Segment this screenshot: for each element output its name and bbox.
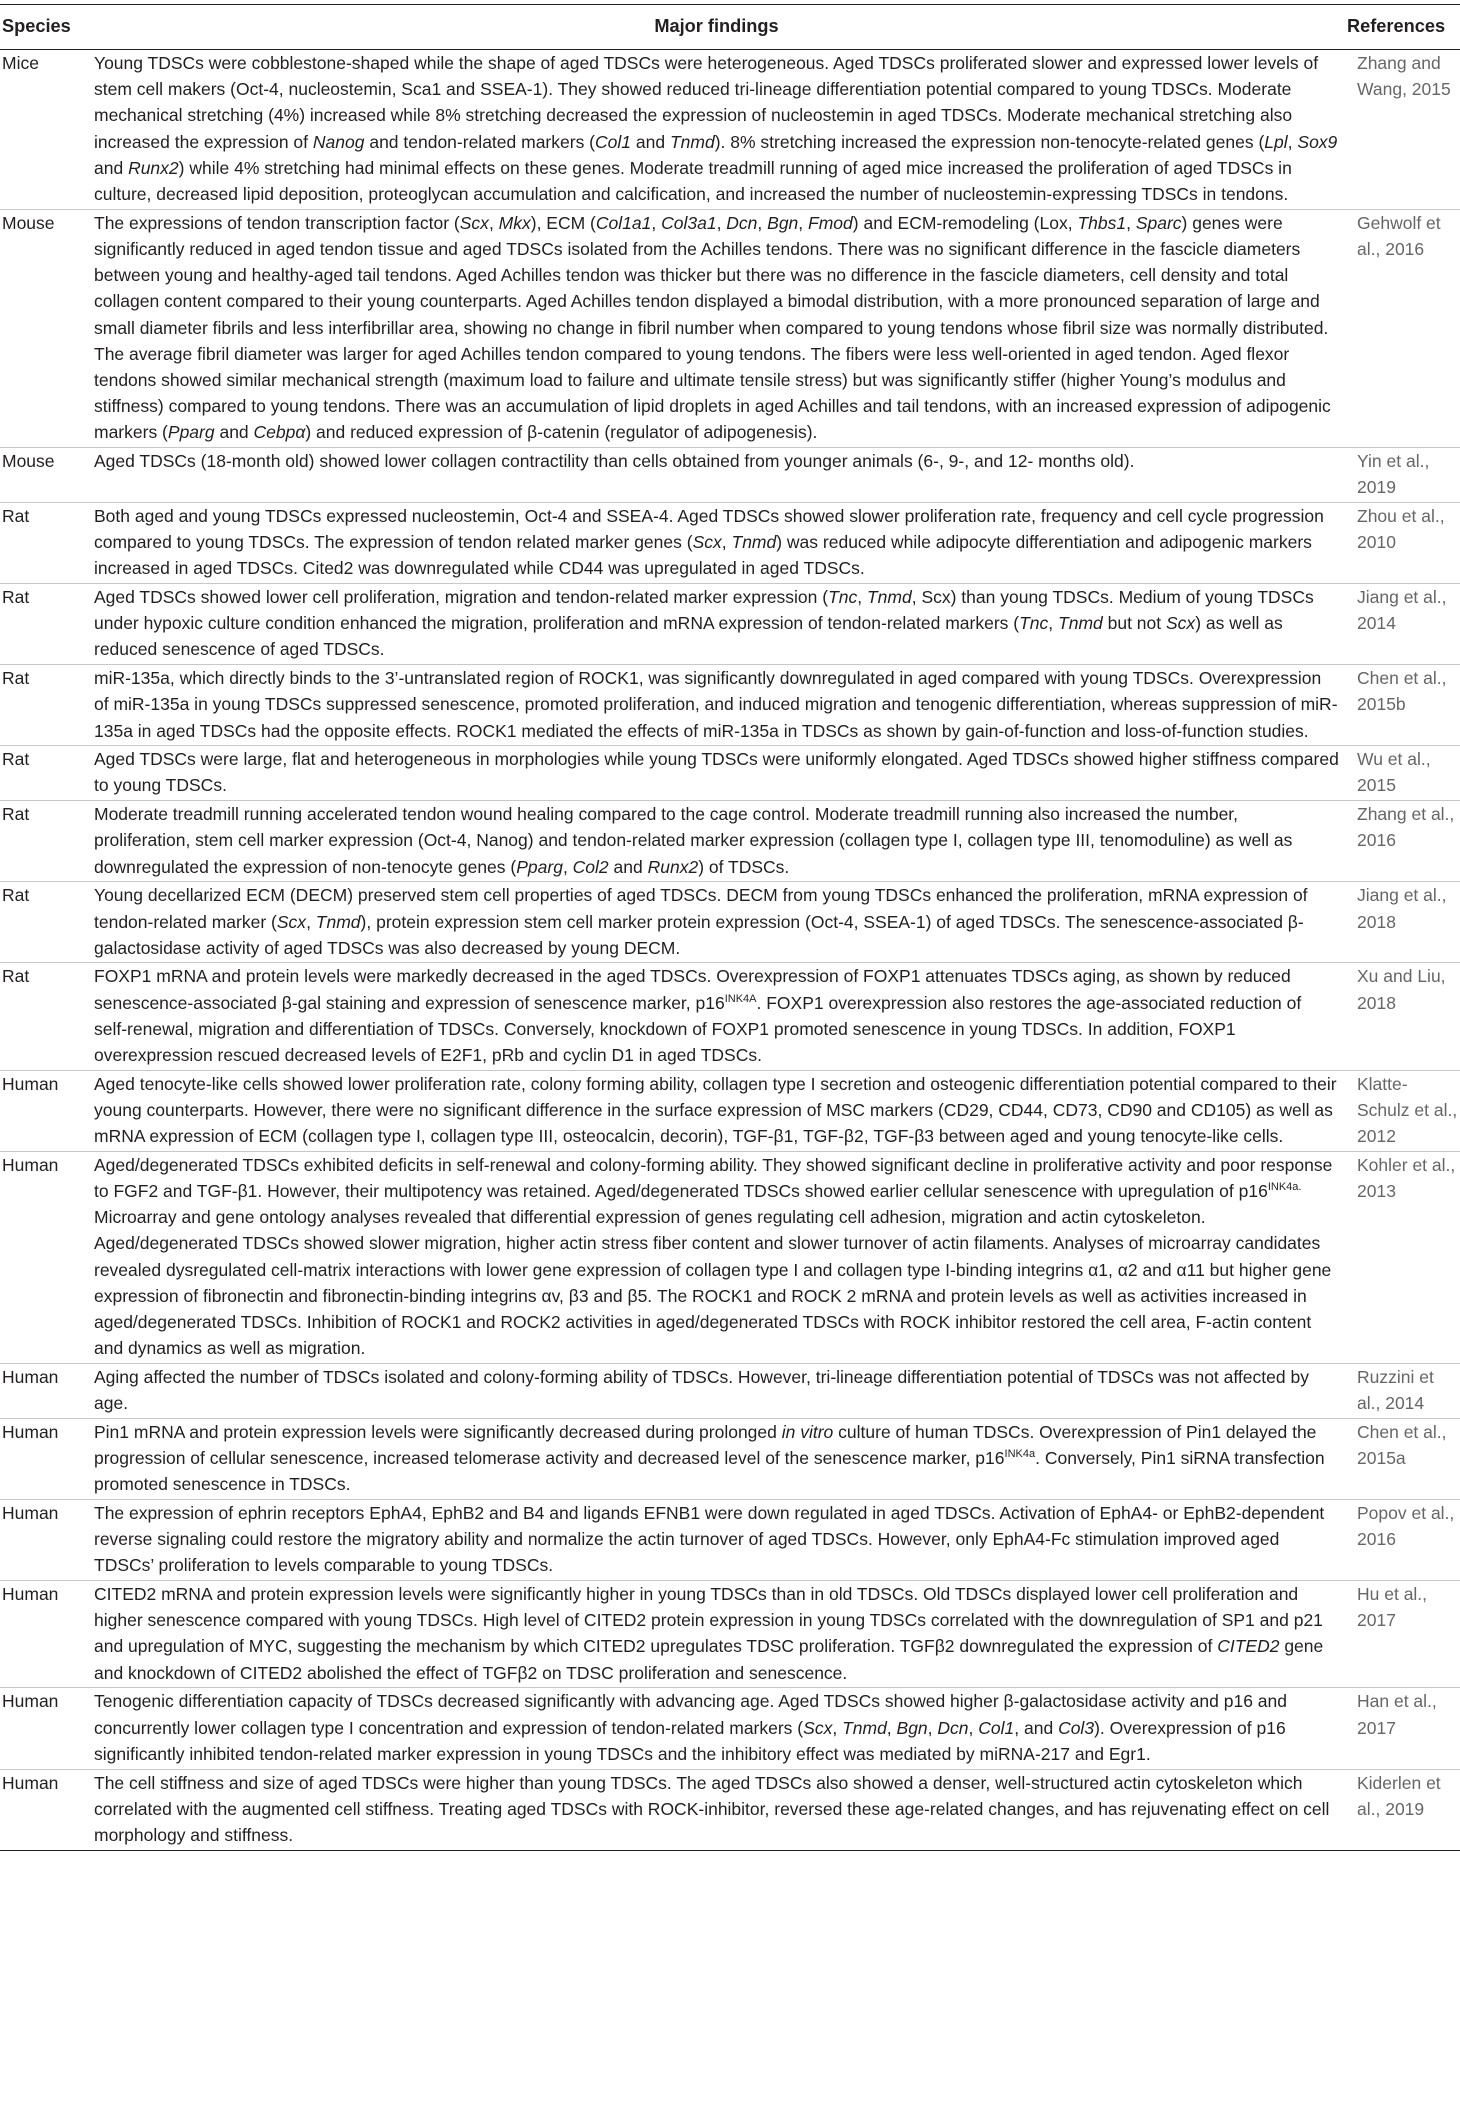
reference-cell: Klatte-Schulz et al., 2012 xyxy=(1345,1070,1460,1151)
table-row xyxy=(0,1499,1460,1580)
findings-text: , xyxy=(832,1717,843,1738)
table-row xyxy=(0,746,1460,801)
findings-cell xyxy=(92,584,1345,665)
findings-text: ) genes were significantly reduced in aged tendon tissue and aged TDSCs isolated from the Achilles tendons. There was no significant difference in the fascicle diameters between young and healthy-aged tail tendons. Aged Achilles tendon was thicker but there was no difference in the fascicle diameters, cell density and total collagen content compared to their young counterparts. Aged Achilles tendon displayed a bimodal distribution, with a more pronounced separation of large and small diameter fibrils and less interfibrillar area, showing no change in fibril number when compared to young tendons whose fibril size was normally distributed. The average fibril diameter was larger for aged Achilles tendon compared to young tendons. The fibers were less well-oriented in aged tendon. Aged flexor tendons showed similar mechanical strength (maximum load to failure and ultimate tensile stress) but was significantly stiffer (higher Young’s modulus and stiffness) compared to young tendons. There was an accumulation of lipid droplets in aged Achilles and tail tendons, with an increased expression of adipogenic markers ( xyxy=(94,212,1331,443)
italic-term: Col1 xyxy=(978,1717,1015,1738)
table-body xyxy=(0,50,1460,1851)
italic-term: Runx2 xyxy=(647,856,699,877)
species-cell: Mouse xyxy=(0,209,92,447)
italic-term: Runx2 xyxy=(128,157,179,178)
findings-text: , xyxy=(651,212,662,233)
findings-text: The cell stiffness and size of aged TDSCs were higher than young TDSCs. The aged TDSCs also showed a denser, well-structured actin cytoskeleton which correlated with the augmented cell stiffness. Treating aged TDSCs with ROCK-inhibitor, reversed these age-related changes, and has rejuvenating effect on cell morphology and stiffness. xyxy=(94,1772,1330,1845)
findings-text: , xyxy=(562,856,573,877)
italic-term: Col1 xyxy=(595,131,632,152)
italic-term: Mkx xyxy=(498,212,531,233)
superscript: INK4a. xyxy=(1267,1181,1302,1194)
header-species: Species xyxy=(0,5,92,50)
findings-cell xyxy=(92,1070,1345,1151)
italic-term: Tnmd xyxy=(731,532,777,553)
table-row xyxy=(0,502,1460,583)
reference-cell: Chen et al., 2015a xyxy=(1345,1418,1460,1499)
findings-text: Aged TDSCs (18-month old) showed lower collagen contractility than cells obtained from younger animals (6-, 9-, and 12- months old). xyxy=(94,451,1135,472)
findings-text: Tenogenic differentiation capacity of TDSCs decreased significantly with advancing age. Aged TDSCs showed higher β-galactosidase activity and p16 and concurrently lower collagen type I concentration and expression of tendon-related markers ( xyxy=(94,1691,1287,1738)
findings-cell xyxy=(92,1363,1345,1418)
table-row xyxy=(0,1070,1460,1151)
table-row xyxy=(0,1418,1460,1499)
findings-text: , xyxy=(721,532,732,553)
findings-cell xyxy=(92,50,1345,210)
species-cell: Rat xyxy=(0,665,92,746)
italic-term: Col3 xyxy=(1058,1717,1095,1738)
reference-cell: Popov et al., 2016 xyxy=(1345,1499,1460,1580)
findings-text: miR-135a, which directly binds to the 3’-untranslated region of ROCK1, was significantly downregulated in aged compared with young TDSCs. Overexpression of miR-135a in young TDSCs suppressed senescence, promoted proliferation, and induced migration and tenogenic differentiation, whereas suppression of miR-135a in aged TDSCs had the opposite effects. ROCK1 mediated the effects of miR-135a in TDSCs as shown by gain-of-function and loss-of-function studies. xyxy=(94,668,1338,741)
italic-term: Fmod xyxy=(808,212,853,233)
italic-term: Col3a1 xyxy=(661,212,717,233)
reference-cell: Zhang and Wang, 2015 xyxy=(1345,50,1460,210)
findings-table xyxy=(0,4,1460,1851)
findings-text: Aged/degenerated TDSCs exhibited deficits in self-renewal and colony-forming ability. They showed significant decline in proliferative activity and poor response to FGF2 and TGF-β1. However, their multipotency was retained. Aged/degenerated TDSCs showed earlier cellular senescence with upregulation of p16 xyxy=(94,1154,1333,1202)
findings-text: , Scx) than young TDSCs. Medium of young TDSCs under hypoxic culture condition enhanced the migration, proliferation and mRNA expression of tendon-related markers ( xyxy=(94,587,1314,634)
findings-text: CITED2 mRNA and protein expression levels were significantly higher in young TDSCs than in old TDSCs. Old TDSCs displayed lower cell proliferation and higher senescence compared with young TDSCs. High level of CITED2 protein expression in young TDSCs correlated with the downregulation of SP1 and p21 and upregulation of MYC, suggesting the mechanism by which CITED2 upregulates TDSC proliferation. TGFβ2 downregulated the expression of xyxy=(94,1584,1323,1657)
findings-text: ) and ECM-remodeling (Lox, xyxy=(852,212,1078,233)
findings-text: Aged tenocyte-like cells showed lower proliferation rate, colony forming ability, collagen type I secretion and osteogenic differentiation potential compared to their young counterparts. However, there were no significant difference in the surface expression of MSC markers (CD29, CD44, CD73, CD90 and CD105) as well as mRNA expression of ECM (collagen type I, collagen type III, osteocalcin, decorin), TGF-β1, TGF-β2, TGF-β3 between aged and young tenocyte-like cells. xyxy=(94,1073,1337,1147)
findings-text: , xyxy=(306,911,316,932)
table-row xyxy=(0,882,1460,963)
findings-text: ). 8% stretching increased the expression non-tenocyte-related genes ( xyxy=(714,131,1265,152)
reference-cell: Ruzzini et al., 2014 xyxy=(1345,1363,1460,1418)
reference-cell: Jiang et al., 2018 xyxy=(1345,882,1460,963)
italic-term: Tnc xyxy=(828,587,858,608)
italic-term: Sox9 xyxy=(1297,131,1338,152)
header-references: References xyxy=(1345,5,1460,50)
table-row xyxy=(0,801,1460,882)
table-header xyxy=(0,5,1460,50)
reference-cell: Zhou et al., 2010 xyxy=(1345,502,1460,583)
species-cell: Rat xyxy=(0,801,92,882)
species-cell: Rat xyxy=(0,882,92,963)
findings-text: , xyxy=(488,212,499,233)
findings-cell xyxy=(92,502,1345,583)
findings-text: and xyxy=(608,856,648,877)
italic-term: Tnc xyxy=(1019,613,1049,634)
findings-cell xyxy=(92,1418,1345,1499)
findings-cell xyxy=(92,209,1345,447)
reference-cell: Wu et al., 2015 xyxy=(1345,746,1460,801)
findings-text: Pin1 mRNA and protein expression levels were significantly decreased during prolonged xyxy=(94,1421,782,1442)
findings-cell xyxy=(92,1769,1345,1850)
italic-term: Tnmd xyxy=(315,911,361,932)
findings-text: , and xyxy=(1014,1717,1059,1738)
italic-term: Tnmd xyxy=(1058,613,1103,634)
findings-text: ). Overexpression of p16 significantly inhibited tendon-related marker expression in young TDSCs and the inhibitory effect was mediated by miRNA-217 and Egr1. xyxy=(94,1717,1286,1764)
findings-text: ) while 4% stretching had minimal effects on these genes. Moderate treadmill running of aged mice increased the proliferation of aged TDSCs in culture, decreased lipid deposition, proteoglycan accumulation and calcification, and increased the number of nucleostemin-expressing TDSCs in tendons. xyxy=(94,157,1292,205)
findings-text: . Conversely, Pin1 siRNA transfection promoted senescence in TDSCs. xyxy=(94,1448,1325,1495)
reference-cell: Han et al., 2017 xyxy=(1345,1688,1460,1769)
italic-term: Bgn xyxy=(896,1717,928,1738)
findings-text: . FOXP1 overexpression also restores the age-associated reduction of self-renewal, migration and differentiation of TDSCs. Conversely, knockdown of FOXP1 promoted senescence in young TDSCs. In addition, FOXP1 overexpression rescued decreased levels of E2F1, pRb and cyclin D1 in aged TDSCs. xyxy=(94,992,1302,1066)
findings-text: Moderate treadmill running accelerated tendon wound healing compared to the cage control. Moderate treadmill running also increased the number, proliferation, stem cell marker expression (Oct-4, Nanog) and tendon-related marker expression (collagen type I, collagen type III, tenomoduline) as well as downregulated the expression of non-tenocyte genes ( xyxy=(94,804,1293,877)
species-cell: Human xyxy=(0,1070,92,1151)
findings-text: , xyxy=(757,212,768,233)
table-row xyxy=(0,448,1460,503)
table-row xyxy=(0,50,1460,210)
species-cell: Human xyxy=(0,1151,92,1363)
findings-cell xyxy=(92,882,1345,963)
findings-text: gene and knockdown of CITED2 abolished the effect of TGFβ2 on TDSC proliferation and senescence. xyxy=(94,1636,1324,1683)
species-cell: Rat xyxy=(0,963,92,1070)
species-cell: Human xyxy=(0,1769,92,1850)
findings-text: Aged TDSCs showed lower cell proliferation, migration and tendon-related marker expression ( xyxy=(94,587,829,608)
reference-cell: Jiang et al., 2014 xyxy=(1345,584,1460,665)
reference-cell: Chen et al., 2015b xyxy=(1345,665,1460,746)
species-cell: Human xyxy=(0,1499,92,1580)
findings-text: and xyxy=(214,422,254,443)
reference-cell: Gehwolf et al., 2016 xyxy=(1345,209,1460,447)
italic-term: Scx xyxy=(803,1717,833,1738)
species-cell: Rat xyxy=(0,746,92,801)
findings-text: FOXP1 mRNA and protein levels were markedly decreased in the aged TDSCs. Overexpression of FOXP1 attenuates TDSCs aging, as shown by reduced senescence-associated β-gal staining and expression of senescence marker, p16 xyxy=(94,966,1291,1013)
table-row xyxy=(0,1363,1460,1418)
findings-cell xyxy=(92,801,1345,882)
findings-text: ) of TDSCs. xyxy=(698,856,790,877)
italic-term: Scx xyxy=(276,911,307,932)
reference-cell: Xu and Liu, 2018 xyxy=(1345,963,1460,1070)
species-cell: Rat xyxy=(0,584,92,665)
species-cell: Human xyxy=(0,1688,92,1769)
italic-term: in vitro xyxy=(781,1421,834,1442)
table-row xyxy=(0,665,1460,746)
reference-cell: Yin et al., 2019 xyxy=(1345,448,1460,503)
species-cell: Human xyxy=(0,1418,92,1499)
findings-text: The expression of ephrin receptors EphA4, EphB2 and B4 and ligands EFNB1 were down regulated in aged TDSCs. Activation of EphA4- or EphB2-dependent reverse signaling could restore the migratory ability and normalize the actin turnover of aged TDSCs. However, only EphA4-Fc stimulation improved aged TDSCs’ proliferation to levels comparable to young TDSCs. xyxy=(94,1502,1325,1576)
findings-text: , xyxy=(798,212,809,233)
findings-cell xyxy=(92,448,1345,503)
superscript: INK4A xyxy=(724,992,757,1005)
italic-term: Thbs1 xyxy=(1077,212,1127,233)
findings-text: ), protein expression stem cell marker protein expression (Oct-4, SSEA-1) of aged TDSCs. The senescence-associated β-galactosidase activity of aged TDSCs was also decreased by young DECM. xyxy=(94,911,1304,958)
table-row xyxy=(0,1769,1460,1850)
italic-term: Col1a1 xyxy=(595,212,652,233)
italic-term: Tnmd xyxy=(842,1717,887,1738)
reference-cell: Kohler et al., 2013 xyxy=(1345,1151,1460,1363)
table-row xyxy=(0,1688,1460,1769)
italic-term: Tnmd xyxy=(669,131,715,152)
italic-term: Nanog xyxy=(312,131,365,152)
reference-cell: Kiderlen et al., 2019 xyxy=(1345,1769,1460,1850)
findings-text: Aged TDSCs were large, flat and heterogeneous in morphologies while young TDSCs were uniformly elongated. Aged TDSCs showed higher stiffness compared to young TDSCs. xyxy=(94,749,1339,796)
italic-term: Dcn xyxy=(726,212,758,233)
findings-text: but not xyxy=(1102,613,1166,634)
findings-cell xyxy=(92,1151,1345,1363)
findings-text: Microarray and gene ontology analyses revealed that differential expression of genes regulating cell adhesion, migration and actin cytoskeleton. Aged/degenerated TDSCs showed slower migration, higher actin stress fiber content and slower turnover of actin filaments. Analyses of microarray candidates revealed dysregulated cell-matrix interactions with lower gene expression of collagen type I and collagen type I-binding integrins α1, α2 and α11 but higher gene expression of fibronectin and fibronectin-binding integrins αv, β3 and β5. The ROCK1 and ROCK 2 mRNA and protein levels as well as activities increased in aged/degenerated TDSCs. Inhibition of ROCK1 and ROCK2 activities in aged/degenerated TDSCs with ROCK inhibitor restored the cell area, F-actin content and dynamics as well as migration. xyxy=(94,1207,1332,1359)
findings-text: ) as well as reduced senescence of aged TDSCs. xyxy=(94,613,1283,660)
findings-text: Aging affected the number of TDSCs isolated and colony-forming ability of TDSCs. However, tri-lineage differentiation potential of TDSCs was not affected by age. xyxy=(94,1366,1309,1414)
italic-term: Tnmd xyxy=(866,587,912,608)
findings-cell xyxy=(92,963,1345,1070)
species-cell: Rat xyxy=(0,502,92,583)
italic-term: Scx xyxy=(459,212,489,233)
reference-cell: Zhang et al., 2016 xyxy=(1345,801,1460,882)
findings-text: and tendon-related markers ( xyxy=(364,131,596,152)
table-row xyxy=(0,963,1460,1070)
findings-text: , xyxy=(927,1717,938,1738)
findings-text: and xyxy=(94,157,129,178)
findings-text: Both aged and young TDSCs expressed nucleostemin, Oct-4 and SSEA-4. Aged TDSCs showed slower proliferation rate, frequency and cell cycle progression compared to young TDSCs. The expression of tendon related marker genes ( xyxy=(94,505,1324,553)
reference-cell: Hu et al., 2017 xyxy=(1345,1581,1460,1688)
italic-term: Dcn xyxy=(937,1717,969,1738)
findings-text: Young decellarized ECM (DECM) preserved stem cell properties of aged TDSCs. DECM from young TDSCs enhanced the proliferation, mRNA expression of tendon-related marker ( xyxy=(94,885,1308,932)
findings-cell xyxy=(92,1688,1345,1769)
table-row xyxy=(0,1151,1460,1363)
italic-term: Scx xyxy=(1166,613,1196,634)
italic-term: Bgn xyxy=(767,212,799,233)
species-cell: Human xyxy=(0,1581,92,1688)
findings-text: ), ECM ( xyxy=(530,212,596,233)
findings-text: , xyxy=(968,1717,979,1738)
italic-term: Pparg xyxy=(167,422,215,443)
findings-text: ) was reduced while adipocyte differentiation and adipogenic markers increased in aged TDSCs. Cited2 was downregulated while CD44 was upregulated in aged TDSCs. xyxy=(94,532,1312,579)
findings-cell xyxy=(92,1581,1345,1688)
italic-term: Pparg xyxy=(516,856,563,877)
italic-term: Lpl xyxy=(1264,131,1288,152)
table-row xyxy=(0,209,1460,447)
superscript: INK4a xyxy=(1004,1448,1036,1461)
italic-term: Col2 xyxy=(572,856,609,877)
findings-text: culture of human TDSCs. Overexpression of Pin1 delayed the progression of cellular senescence, increased telomerase activity and decreased level of the senescence marker, p16 xyxy=(94,1421,1317,1469)
italic-term: Cebpα xyxy=(253,422,306,443)
findings-text: The expressions of tendon transcription factor ( xyxy=(94,212,460,233)
species-cell: Mice xyxy=(0,50,92,210)
findings-cell xyxy=(92,746,1345,801)
findings-text: and xyxy=(631,131,670,152)
findings-cell xyxy=(92,1499,1345,1580)
findings-text: , xyxy=(716,212,727,233)
findings-text: , xyxy=(857,587,867,608)
findings-text: ) and reduced expression of β-catenin (regulator of adipogenesis). xyxy=(305,422,818,443)
species-cell: Mouse xyxy=(0,448,92,503)
table-row xyxy=(0,584,1460,665)
findings-text: Young TDSCs were cobblestone-shaped while the shape of aged TDSCs were heterogeneous. Aged TDSCs proliferated slower and expressed lower levels of stem cell makers (Oct-4, nucleostemin, Sca1 and SSEA-1). They showed reduced tri-lineage differentiation potential compared to young TDSCs. Moderate mechanical stretching (4%) increased while 8% stretching decreased the expression of nucleostemin in aged TDSCs. Moderate mechanical stretching also increased the expression of xyxy=(94,53,1319,152)
findings-text: , xyxy=(1048,613,1059,634)
table-row xyxy=(0,1581,1460,1688)
header-major-findings: Major findings xyxy=(92,5,1345,50)
findings-text: , xyxy=(1287,131,1298,152)
italic-term: Scx xyxy=(692,532,722,553)
italic-term: Sparc xyxy=(1135,212,1182,233)
findings-text: , xyxy=(1126,212,1136,233)
species-cell: Human xyxy=(0,1363,92,1418)
header-row xyxy=(0,5,1460,50)
findings-cell xyxy=(92,665,1345,746)
findings-text: , xyxy=(886,1717,897,1738)
italic-term: CITED2 xyxy=(1217,1636,1280,1657)
